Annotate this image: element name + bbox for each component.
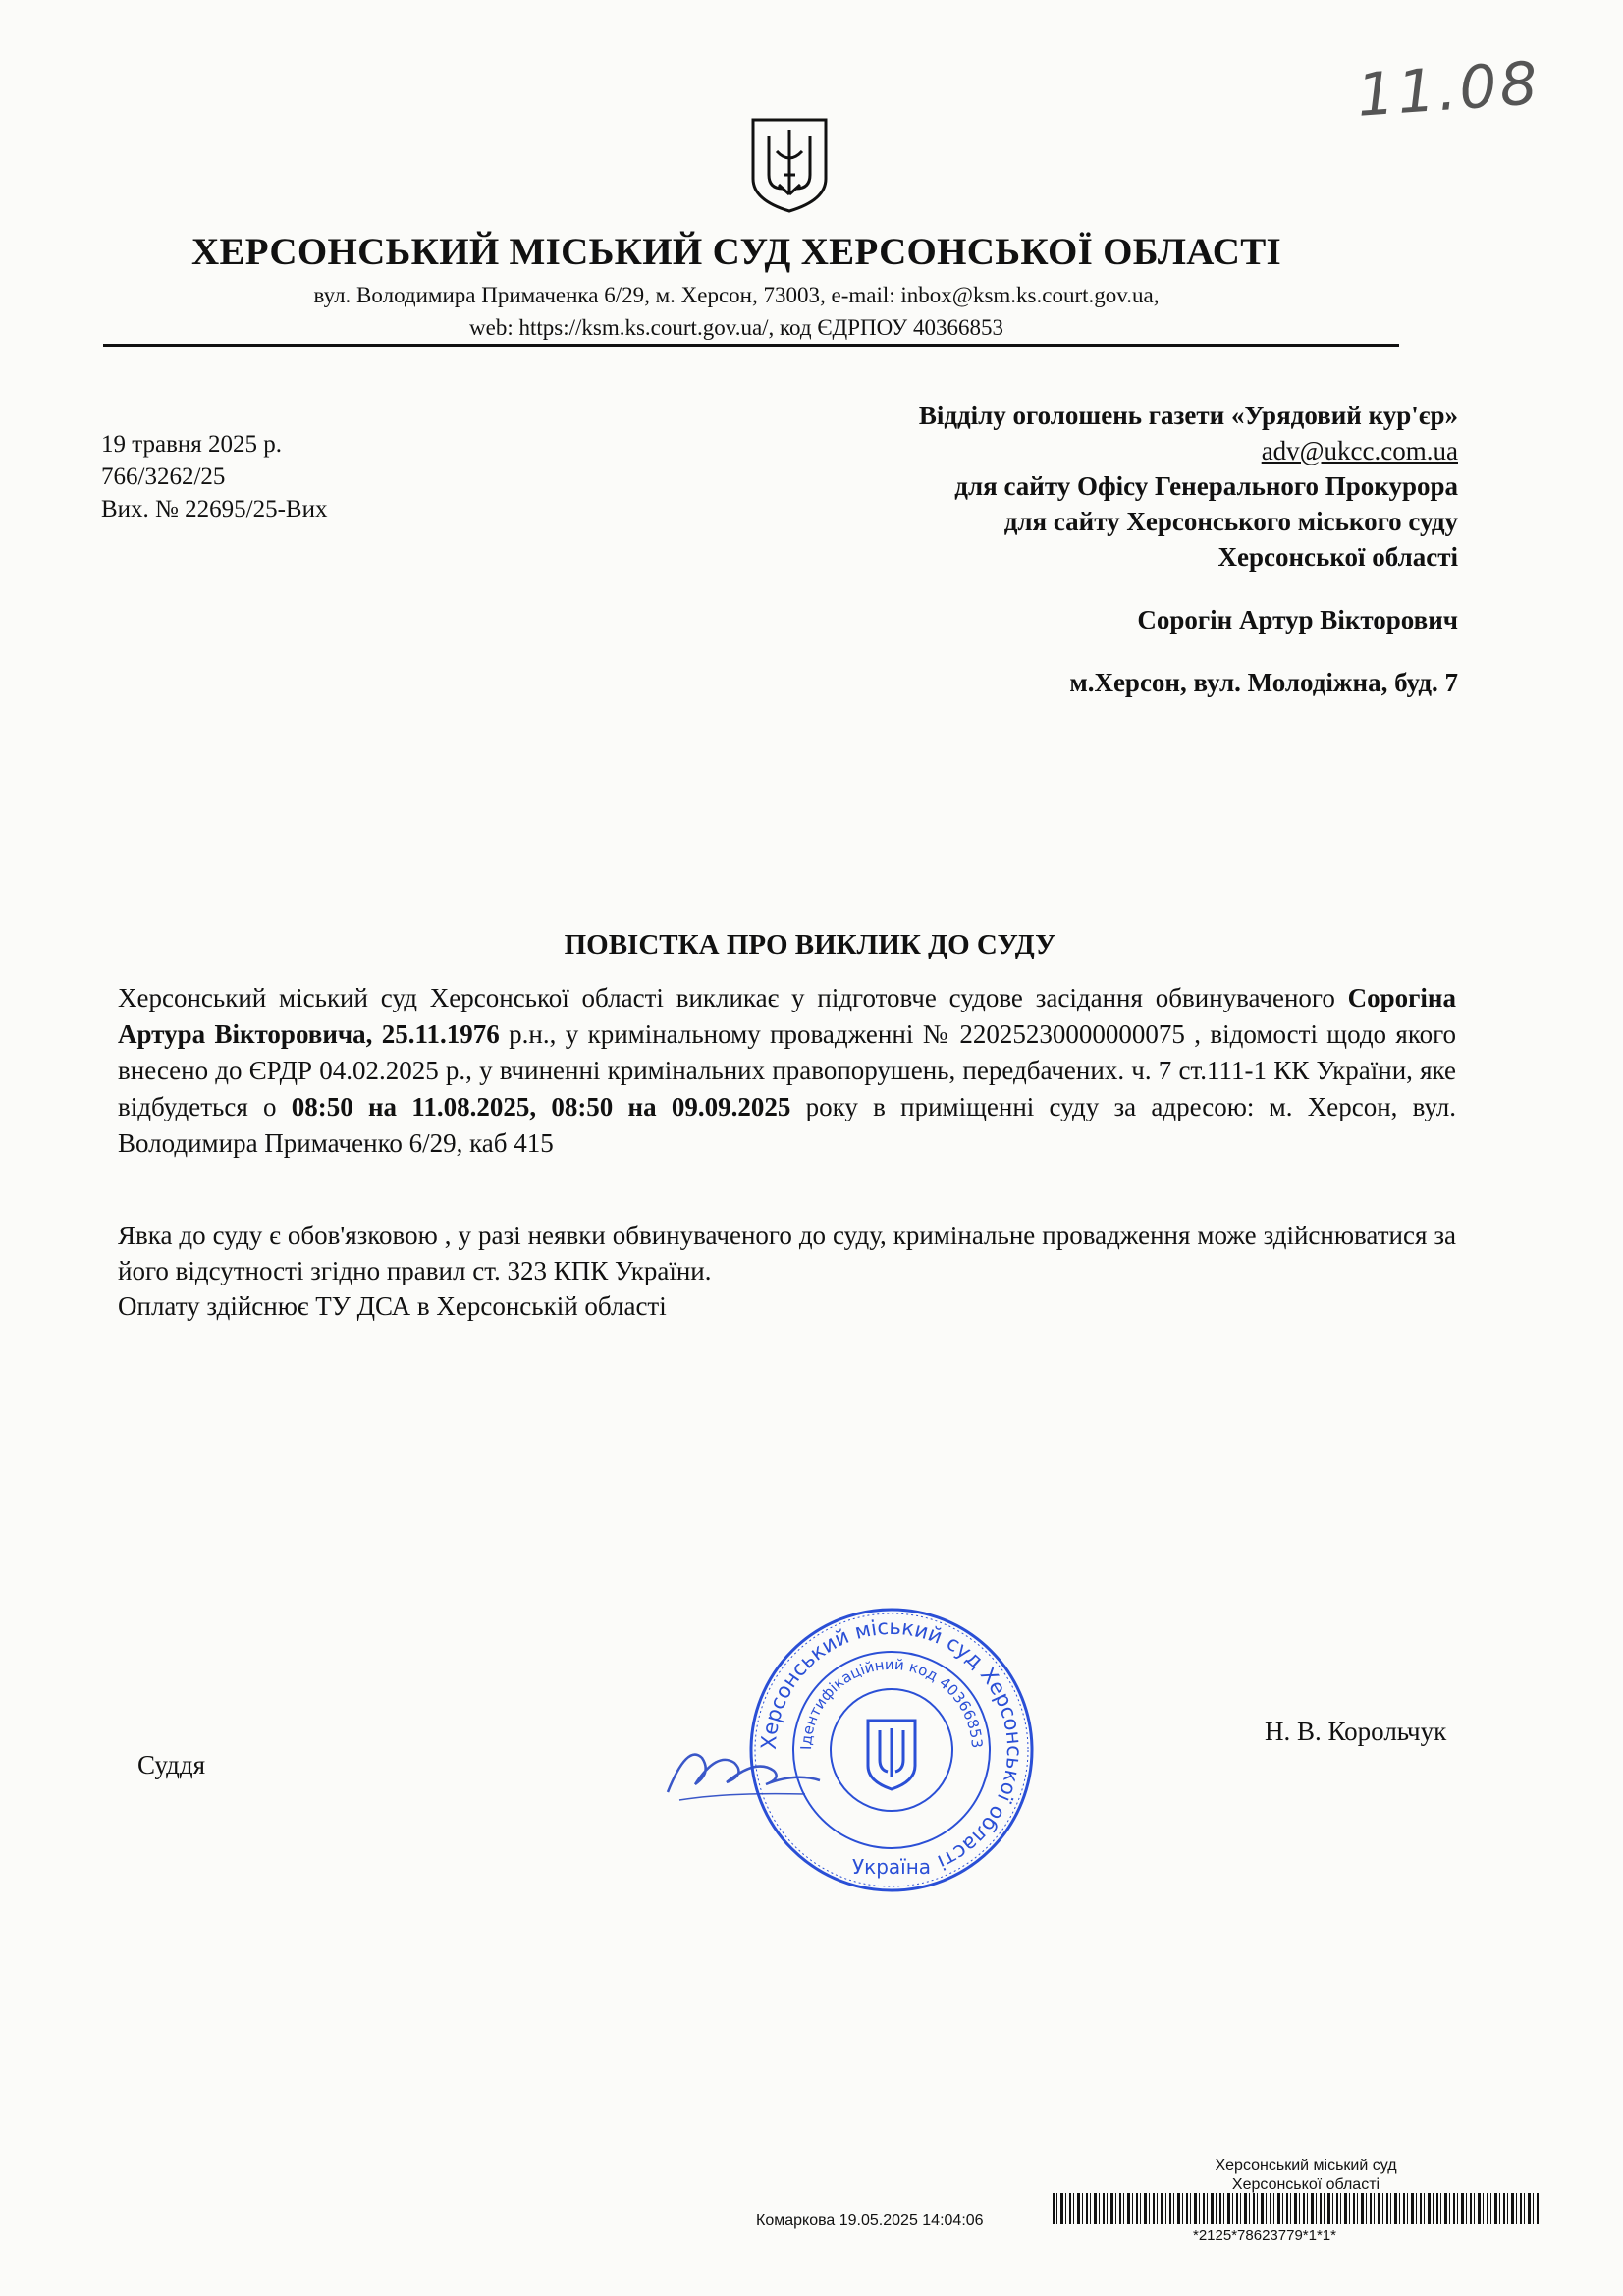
stamp-inner-text: Ідентифікаційний код 40366853 bbox=[796, 1655, 987, 1751]
judge-label: Суддя bbox=[137, 1750, 206, 1779]
recipient-email: adv@ukcc.com.ua bbox=[1261, 436, 1458, 465]
barcode-number: *2125*78623779*1*1* bbox=[1193, 2227, 1336, 2244]
stamp-outer-text: Херсонський міський суд Херсонської області bbox=[756, 1614, 1027, 1875]
court-stamp bbox=[744, 1603, 1039, 1897]
summons-title: ПОВІСТКА ПРО ВИКЛИК ДО СУДУ bbox=[564, 929, 1056, 960]
hearing-dates: 08:50 на 11.08.2025, 08:50 на 09.09.2025 bbox=[291, 1092, 791, 1121]
outgoing-details bbox=[101, 428, 514, 525]
judge-name: Н. В. Корольчук bbox=[1265, 1717, 1447, 1746]
footer-operator-stamp: Комаркова 19.05.2025 14:04:06 bbox=[756, 2213, 984, 2229]
recipient-person: Сорогін Артур Вікторович bbox=[1137, 605, 1458, 634]
document-barcode bbox=[1053, 2193, 1540, 2224]
payment-notice: Оплату здійснює ТУ ДСА в Херсонській області bbox=[118, 1291, 667, 1321]
stamp-trident-icon bbox=[868, 1721, 915, 1789]
defendant-name: Сорогіна Артура Вікторовича, 25.11.1976 bbox=[118, 983, 1456, 1049]
handwritten-date-note: 11.08 bbox=[1354, 49, 1543, 131]
coat-of-arms-icon bbox=[749, 116, 830, 214]
footer-org-line: Херсонської області bbox=[1231, 2176, 1380, 2193]
court-address bbox=[147, 279, 1325, 344]
notice-block bbox=[118, 1218, 1456, 1324]
attendance-notice: Явка до суду є обов'язковою , у разі неявки обвинуваченого до суду, кримінальне провадження може здійснюватися за його відсутності згідно правил ст. 323 КПК України. bbox=[118, 1221, 1456, 1285]
header-divider bbox=[103, 344, 1399, 347]
recipient-newspaper: Відділу оголошень газети «Урядовий кур'єр» bbox=[918, 401, 1458, 430]
outgoing-number: Вих. № 22695/25-Вих bbox=[101, 496, 328, 522]
summons-text-part: року в приміщенні суду за адресою: м. Херсон, вул. Володимира Примаченко 6/29, каб 415 bbox=[118, 1092, 1457, 1158]
summons-text-part: Херсонський міський суд Херсонської області викликає у підготовче судове засідання обвинуваченого bbox=[118, 983, 1348, 1012]
recipient-prosecutor: для сайту Офісу Генерального Прокурора bbox=[954, 471, 1458, 501]
court-address-line: вул. Володимира Примаченка 6/29, м. Херсон, 73003, e-mail: inbox@ksm.ks.court.gov.ua, bbox=[313, 283, 1160, 307]
recipients-block bbox=[687, 398, 1458, 700]
recipient-court-region: Херсонської області bbox=[1217, 542, 1458, 572]
footer-org-line: Херсонський міський суд bbox=[1215, 2158, 1397, 2174]
recipient-court-site: для сайту Херсонського міського суду bbox=[1003, 507, 1458, 536]
footer-organization bbox=[1100, 2157, 1512, 2194]
recipient-address: м.Херсон, вул. Молодіжна, буд. 7 bbox=[1069, 668, 1458, 697]
summons-body bbox=[118, 980, 1456, 1162]
outgoing-date: 19 травня 2025 р. bbox=[101, 431, 283, 458]
court-web-line: web: https://ksm.ks.court.gov.ua/, код ЄДРПОУ 40366853 bbox=[469, 315, 1003, 340]
case-number: 766/3262/25 bbox=[101, 464, 226, 490]
summons-text-part: р.н., у кримінальному провадженні № 22025230000000075 , відомості щодо якого внесено до ЄРДР 04.02.2025 р., у вчиненні кримінальних правопорушень, передбачених. ч. 7 ст.111-1 КК України, яке відбудеться о bbox=[118, 1019, 1456, 1121]
stamp-bottom-text: Україна bbox=[851, 1855, 932, 1879]
court-name-heading: ХЕРСОНСЬКИЙ МІСЬКИЙ СУД ХЕРСОНСЬКОЇ ОБЛАСТІ bbox=[190, 231, 1282, 273]
